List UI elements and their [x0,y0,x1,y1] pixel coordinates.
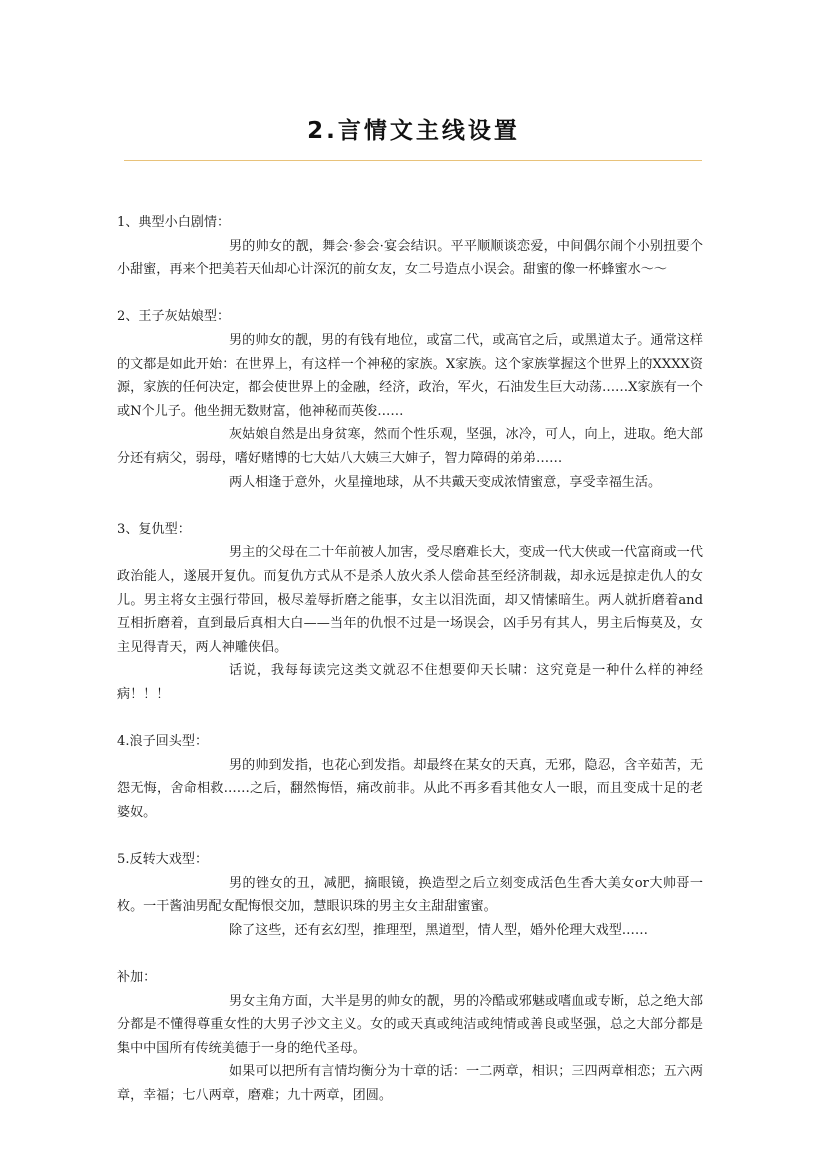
section-heading: 3、复仇型： [117,521,191,537]
section-paragraph: 男的帅女的靓，男的有钱有地位，或富二代，或高官之后，或黑道太子。通常这样的文都是如此开始：在世界上，有这样一个神秘的家族。X家族。这个家族掌握这个世界上的XXXX资源，家族的任何决定，都会使世界上的金融，经济，政治，军火，石油发生巨大动荡……X家族有一个或N个儿子。他坐拥无数财富，他神秘而英俊…… [117,332,703,419]
section-heading: 2、王子灰姑娘型： [117,309,231,325]
section-paragraph: 除了这些，还有玄幻型，推理型，黑道型，情人型，婚外伦理大戏型…… [229,922,648,938]
section-paragraph: 男的帅女的靓，舞会·参会·宴会结识。平平顺顺谈恋爱，中间偶尔闹个小别扭要个小甜蜜，再来个把美若天仙却心计深沉的前女友，女二号造点小误会。甜蜜的像一杯蜂蜜水～～ [117,238,703,278]
section-heading: 5.反转大戏型： [117,852,209,868]
title-divider [124,160,702,161]
section-paragraph: 两人相逢于意外，火星撞地球，从不共戴天变成浓情蜜意，享受幸福生活。 [229,474,662,490]
section-paragraph: 男的锉女的丑，减肥，摘眼镜，换造型之后立刻变成活色生香大美女or大帅哥一枚。一干酱油男配女配悔恨交加，慧眼识珠的男主女主甜甜蜜蜜。 [117,875,703,915]
section-paragraph: 灰姑娘自然是出身贫寒，然而个性乐观，坚强，冰冷，可人，向上，进取。绝大部分还有病父，弱母，嗜好赌博的七大姑八大姨三大婶子，智力障碍的弟弟…… [117,427,703,466]
section-revenge [117,518,703,707]
document-body [117,211,703,1108]
section-paragraph: 如果可以把所有言情均衡分为十章的话：一二两章，相识；三四两章相恋；五六两章，幸福；七八两章，磨难；九十两章，团圆。 [117,1064,703,1103]
section-heading: 1、典型小白剧情： [117,215,231,230]
section-prodigal-return [117,730,703,824]
section-heading: 4.浪子回头型： [117,734,209,750]
section-makeover [117,848,703,942]
section-paragraph: 男主的父母在二十年前被人加害，受尽磨难长大，变成一代大侠或一代富商或一代政治能人，遂展开复仇。而复仇方式从不是杀人放火杀人偿命甚至经济制裁，却永远是掠走仇人的女儿。男主将女主强行带回，极尽羞辱折磨之能事，女主以泪洗面，却又情愫暗生。两人就折磨着and互相折磨着，直到最后真相大白——当年的仇恨不过是一场误会，凶手另有其人，男主后悔莫及，女主见得青天，两人神雕侠侣。 [117,545,703,655]
section-addendum [117,966,703,1108]
section-paragraph: 男女主角方面，大半是男的帅女的靓，男的冷酷或邪魅或嗜血或专断，总之绝大部分都是不懂得尊重女性的大男子沙文主义。女的或天真或纯洁或纯情或善良或坚强，总之大部分都是集中中国所有传统美德于一身的绝代圣母。 [117,993,703,1056]
section-paragraph: 话说，我每每读完这类文就忍不住想要仰天长啸：这究竟是一种什么样的神经病！！！ [117,663,703,702]
section-typical-sweet [117,211,703,282]
page-title: 2.言情文主线设置 [307,118,520,144]
section-paragraph: 男的帅到发指，也花心到发指。却最终在某女的天真，无邪，隐忍，含辛茹苦，无怨无悔，舍命相救……之后，翻然悔悟，痛改前非。从此不再多看其他女人一眼，而且变成十足的老婆奴。 [117,757,703,820]
section-prince-cinderella [117,305,703,494]
section-heading: 补加： [117,970,157,985]
